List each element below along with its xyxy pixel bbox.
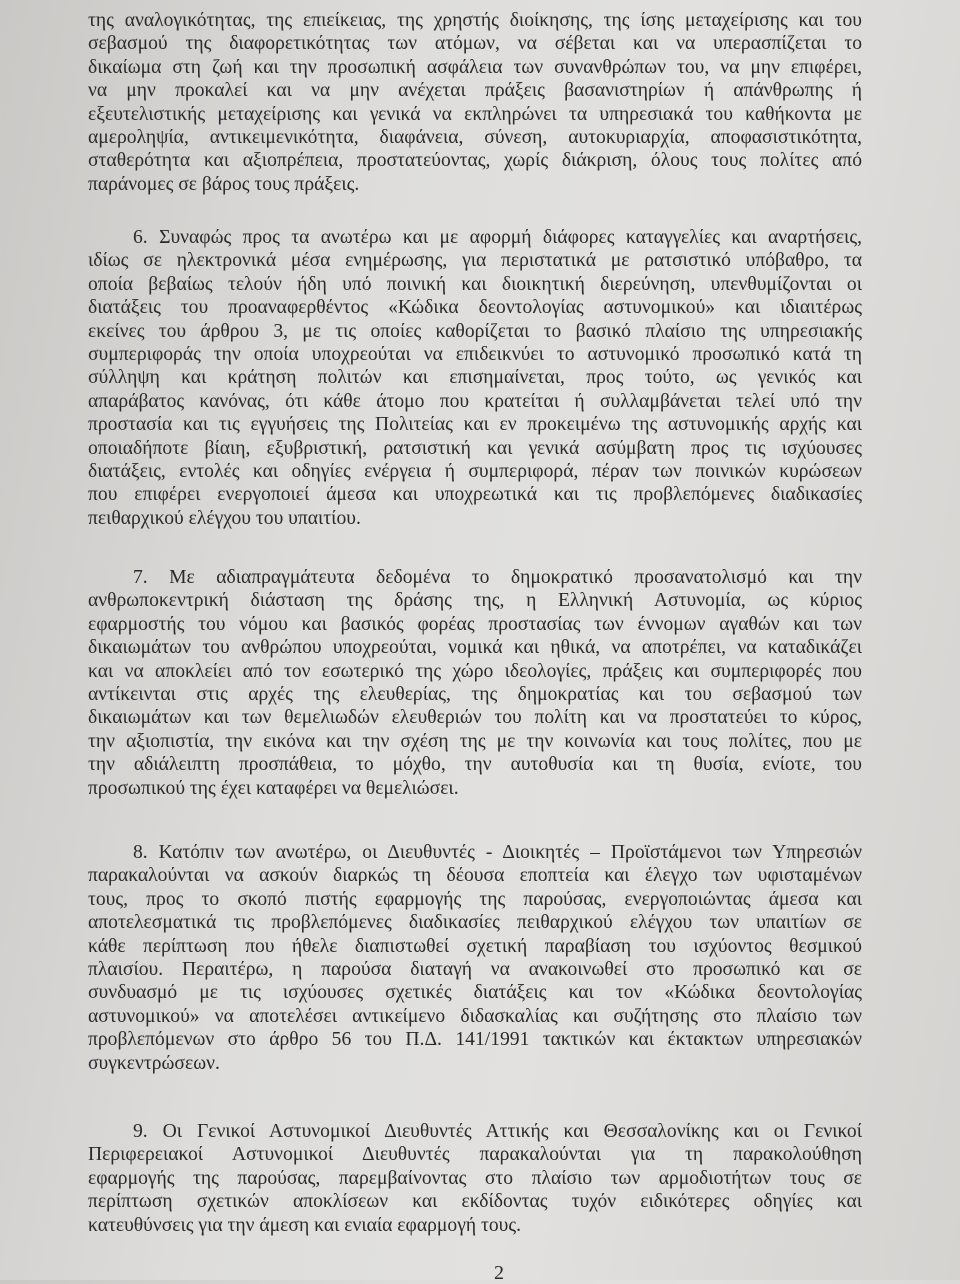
- text-line: και να αποκλείει από τον εσωτερικό της χώρο ιδεολογίες, πράξεις και συμπεριφορές που: [88, 660, 862, 682]
- text-line: πλαισίου. Περαιτέρω, η παρούσα διαταγή να ανακοινωθεί στο προσωπικό και σε: [88, 959, 862, 981]
- text-line: 7. Με αδιαπραγμάτευτα δεδομένα το δημοκρατικό προσανατολισμό και την: [133, 567, 862, 588]
- text-line: δικαιωμάτων του ανθρώπου υποχρεούται, νομικά και ηθικά, να αποτρέπει, να καταδικάζει: [88, 637, 862, 659]
- paragraph-8: [88, 841, 862, 1075]
- text-line: 8. Κατόπιν των ανωτέρω, οι Διευθυντές - Διοικητές – Προϊστάμενοι των Υπηρεσιών: [133, 842, 862, 863]
- text-line: σεβασμού της διαφορετικότητας των ατόμων, να σέβεται και να υπερασπίζεται το: [88, 33, 862, 55]
- text-line: Περιφερειακοί Αστυνομικοί Διευθυντές παρακαλούνται για τη παρακολούθηση: [88, 1144, 862, 1166]
- text-line: οποία βεβαίως τελούν ήδη υπό ποινική και διοικητική διερεύνηση, υπενθυμίζονται οι: [88, 273, 862, 295]
- text-line: την αξιοπιστία, την εικόνα και την σχέση της με την κοινωνία και τους πολίτες, που με: [88, 730, 862, 752]
- text-line: ανθρωποκεντρική διάσταση της δράσης της, η Ελληνική Αστυνομία, ως κύριος: [88, 590, 862, 612]
- text-line: 9. Οι Γενικοί Αστυνομικοί Διευθυντές Αττικής και Θεσσαλονίκης και οι Γενικοί: [133, 1121, 862, 1142]
- text-line: απαράβατος κανόνας, ότι κάθε άτομο που κρατείται ή συλλαμβάνεται τελεί υπό την: [88, 390, 862, 412]
- page-number: 2: [494, 1262, 504, 1284]
- paragraph-9: [88, 1120, 862, 1237]
- text-line: αποτελεσματικά τις προβλεπόμενες διαδικασίες πειθαρχικού ελέγχου των υπαιτίων σε: [88, 912, 862, 934]
- text-line: σύλληψη και κράτηση πολιτών και επισημαίνεται, προς τούτο, ως γενικός και: [88, 367, 862, 389]
- paragraph-5-continued: [88, 9, 862, 196]
- text-line: ιδίως σε ηλεκτρονικά μέσα ενημέρωσης, για περιστατικά με ρατσιστικό υπόβαθρο, τα: [88, 250, 862, 272]
- text-line: που επιφέρει ενεργοποιεί άμεσα και υποχρεωτικά και τις προβλεπόμενες διαδικασίες: [88, 484, 862, 506]
- text-line: δικαιωμάτων και των θεμελιωδών ελευθεριών του πολίτη και να προστατεύει το κύρος,: [88, 707, 862, 729]
- text-line: προσωπικού της έχει καταφέρει να θεμελιώσει.: [88, 777, 459, 799]
- text-line: δικαίωμα στη ζωή και την προσωπική ασφάλεια των συνανθρώπων του, να μην επιφέρει,: [88, 56, 862, 78]
- text-line: προστασία και τις εγγυήσεις της Πολιτείας και εν προκειμένω της αστυνομικής αρχής και: [88, 414, 862, 436]
- text-line: την αδιάλειπτη προσπάθεια, το μόχθο, την αυτοθυσία και τη θυσία, ενίοτε, του: [88, 754, 862, 776]
- text-line: της αναλογικότητας, της επιείκειας, της χρηστής διοίκησης, της ίσης μεταχείρισης και του: [88, 10, 862, 31]
- text-line: συγκεντρώσεων.: [88, 1052, 220, 1074]
- text-line: αστυνομικού» να αποτελέσει αντικείμενο διδασκαλίας και συζήτησης στο πλαίσιο των: [88, 1005, 862, 1027]
- text-line: τους, προς το σκοπό πιστής εφαρμογής της παρούσας, ενεργοποιώντας άμεσα και: [88, 888, 862, 910]
- text-line: κατευθύνσεις για την άμεση και ενιαία εφαρμογή τους.: [88, 1214, 522, 1236]
- paragraph-6: [88, 226, 862, 530]
- text-line: αμεροληψία, αντικειμενικότητα, διαφάνεια, σύνεση, αυτοκυριαρχία, αποφασιστικότητα,: [88, 127, 862, 149]
- text-line: οποιαδήποτε βίαιη, εξυβριστική, ρατσιστική και γενικά ασύμβατη προς τις ισχύουσες: [88, 437, 862, 459]
- text-line: διατάξεις, εντολές και οδηγίες ενέργεια ή συμπεριφορά, πέραν των ποινικών κυρώσεων: [88, 461, 862, 483]
- text-line: εξευτελιστικής μεταχείρισης και γενικά να εκπληρώνει τα υπηρεσιακά του καθήκοντα με: [88, 103, 862, 125]
- text-line: διατάξεις του προαναφερθέντος «Κώδικα δεοντολογίας αστυνομικού» και ιδιαιτέρως: [88, 297, 862, 319]
- text-line: κάθε περίπτωση που ήθελε διαπιστωθεί σχετική παραβίαση του ισχύοντος θεσμικού: [88, 935, 862, 957]
- text-line: προβλεπόμενων στο άρθρο 56 του Π.Δ. 141/1991 τακτικών και έκτακτων υπηρεσιακών: [88, 1029, 862, 1051]
- text-line: παράνομες σε βάρος τους πράξεις.: [88, 173, 360, 195]
- text-line: αντίκεινται στις αρχές της ελευθερίας, της δημοκρατίας και του σεβασμού των: [88, 684, 862, 706]
- text-line: σταθερότητα και αξιοπρέπεια, προστατεύοντας, χωρίς διάκριση, όλους τους πολίτες από: [88, 150, 862, 172]
- text-line: να μην προκαλεί και να μην ανέχεται πράξεις βασανιστηρίων ή απάνθρωπης ή: [88, 80, 862, 102]
- text-line: εφαρμογής της παρούσας, παρεμβαίνοντας στο πλαίσιο των αρμοδιοτήτων τους σε: [88, 1167, 862, 1189]
- text-line: παρακαλούνται να ασκούν διαρκώς τη δέουσα εποπτεία και έλεγχο των υφισταμένων: [88, 865, 862, 887]
- text-line: συνδυασμό με τις ισχύουσες σχετικές διατάξεις και τον «Κώδικα δεοντολογίας: [88, 982, 862, 1004]
- paragraph-7: [88, 566, 862, 800]
- text-line: περίπτωση σχετικών αποκλίσεων και εκδίδοντας τυχόν ειδικότερες οδηγίες και: [88, 1191, 862, 1213]
- text-line: πειθαρχικού ελέγχου του υπαιτίου.: [88, 507, 361, 529]
- text-line: 6. Συναφώς προς τα ανωτέρω και με αφορμή διάφορες καταγγελίες και αναρτήσεις,: [133, 227, 862, 248]
- text-line: εφαρμοστής του νόμου και βασικός φορέας προστασίας των έννομων αγαθών και των: [88, 613, 862, 635]
- text-line: εκείνες του άρθρου 3, με τις οποίες καθορίζεται το βασικό πλαίσιο της υπηρεσιακής: [88, 320, 862, 342]
- text-line: συμπεριφοράς την οποία υποχρεούται να επιδεικνύει το αστυνομικό προσωπικό κατά τη: [88, 344, 862, 366]
